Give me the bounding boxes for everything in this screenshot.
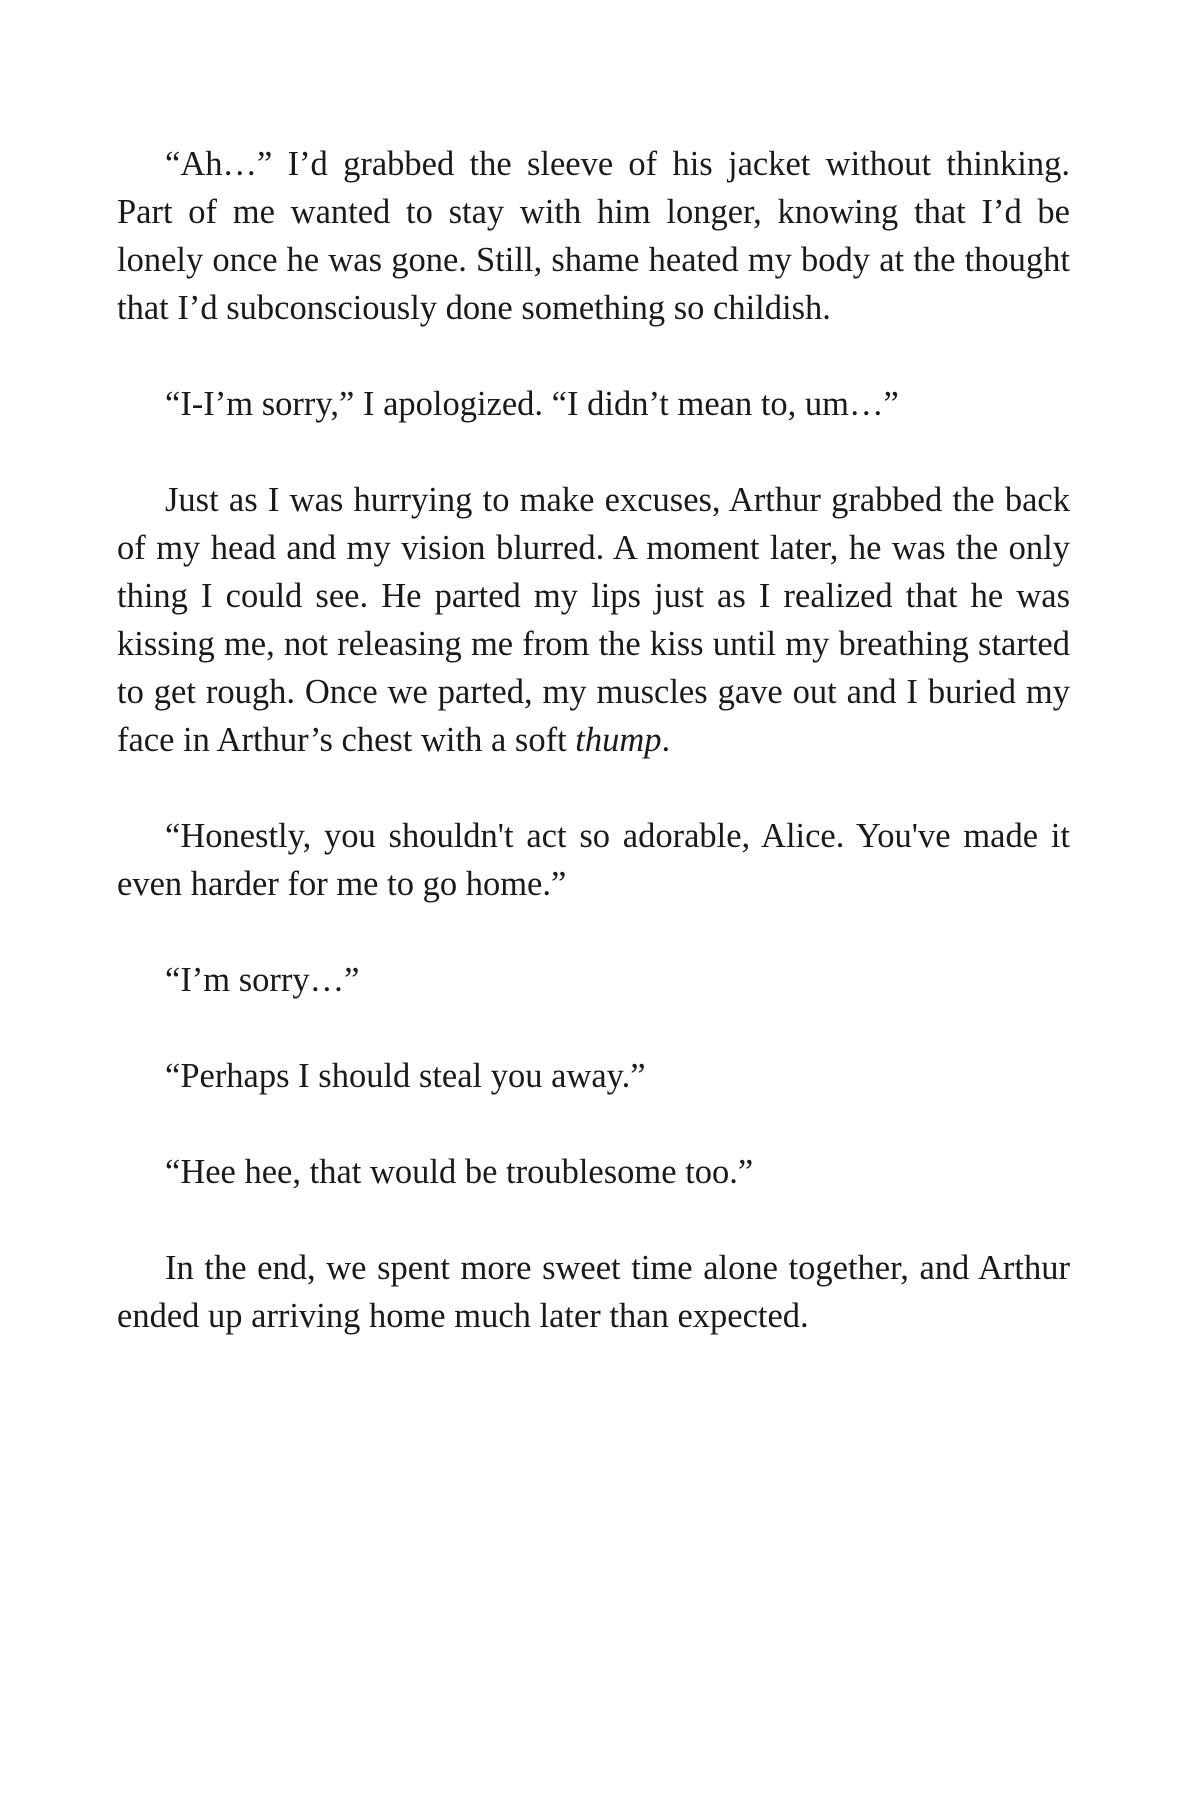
paragraph-3-text: Just as I was hurrying to make excuses, Arthur grabbed the back of my head and my vision blurred. A moment later, he was the only thing I could see. He parted my lips just as I realized that he was kissing me, not releasing me from the kiss until my breathing started to get rough. Once we parted, my muscles gave out and I buried my face in Arthur’s chest with a soft <box>117 481 1070 759</box>
paragraph-2: “I-I’m sorry,” I apologized. “I didn’t mean to, um…” <box>165 385 899 423</box>
paragraph-3-period: . <box>661 721 671 759</box>
paragraph-1: “Ah…” I’d grabbed the sleeve of his jacket without thinking. Part of me wanted to stay with him longer, knowing that I’d be lonely once he was gone. Still, shame heated my body at the thought that I’d subconsciously done something so childish. <box>117 145 1070 327</box>
paragraph-3-italic-word: thump <box>575 721 662 759</box>
paragraph-8: In the end, we spent more sweet time alone together, and Arthur ended up arriving home much later than expected. <box>117 1249 1070 1335</box>
paragraph-6: “Perhaps I should steal you away.” <box>165 1057 646 1095</box>
paragraph-4: “Honestly, you shouldn't act so adorable, Alice. You've made it even harder for me to go home.” <box>117 817 1070 903</box>
paragraph-5: “I’m sorry…” <box>165 961 360 999</box>
paragraph-7: “Hee hee, that would be troublesome too.” <box>165 1153 754 1191</box>
paragraph-3 <box>117 476 1070 764</box>
page-body-text <box>117 140 1070 1340</box>
